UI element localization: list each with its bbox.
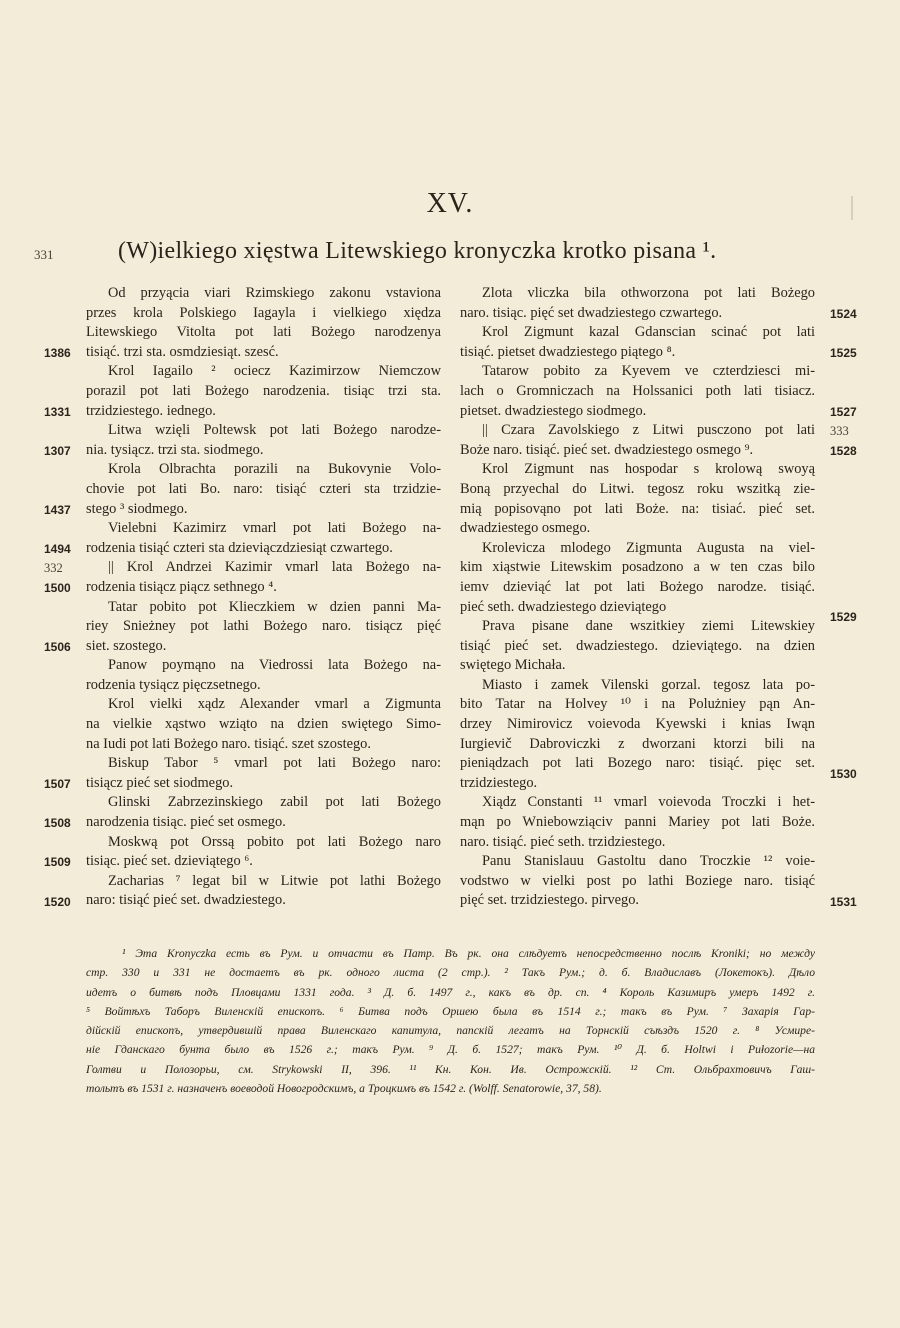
text-line: tisiąć pieć set. dwadziestego. dzieviątego. na dzien [460, 637, 815, 654]
text-line: || Krol Andrzei Kazimir vmarl lata Bożego na- [108, 559, 441, 576]
text-line: tisiąć. pietset dwadziestego piątego ⁸. [460, 343, 676, 360]
text-line: Panu Stanislauu Gastoltu dano Troczkie ¹² voie- [482, 853, 815, 870]
text-line: na vielkie xąstwo wziąto na dzien swiętego Simo- [86, 716, 441, 733]
text-line: Zlota vliczka bila othworzona pot lati Bożego [482, 285, 815, 301]
text-line: naro. tisiąć. pieć seth. trzidziestego. [460, 833, 666, 850]
margin-year: 1529 [830, 610, 857, 625]
margin-page-reference: 332 [44, 561, 63, 576]
text-line: Litwa wzięli Poltewsk pot lati Bożego narodze- [108, 422, 441, 439]
text-line: naro: tisiąć pieć set. dwadziestego. [86, 892, 286, 909]
text-line: Tatar pobito pot Klieczkiem w dzien panni Ma- [108, 598, 441, 615]
text-line: Krol Zigmunt nas hospodar s krolową swoyą [482, 461, 815, 478]
text-line: Tatarow pobito za Kyevem ve czterdziesci mi- [482, 363, 815, 380]
text-line: Xiądz Constanti ¹¹ vmarl voievoda Troczki i het- [482, 794, 815, 811]
text-line: Krol Iagailo ² ociecz Kazimirzow Niemczow [108, 363, 441, 380]
text-line: narodzenia tisiąc. pieć set osmego. [86, 814, 286, 831]
margin-year: 1494 [44, 541, 71, 556]
margin-year: 1528 [830, 443, 857, 458]
text-line: przes krola Polskiego Iagayla i vielkiego xiędza [86, 304, 441, 321]
text-line: Biskup Tabor ⁵ vmarl pot lati Bożego naro: [108, 755, 441, 772]
left-text-column [86, 284, 441, 911]
text-line: rodzenia tysiącz pięczsetnego. [86, 676, 261, 693]
margin-year: 1525 [830, 345, 857, 360]
text-line: pięć set. trzidziestego. pirvego. [460, 892, 640, 909]
text-line: tisiącz pieć set siodmego. [86, 774, 234, 791]
footnote-line: ніе Гданскаго бунта было въ 1526 г.; такъ Рум. ⁹ Д. б. 1527; такъ Рум. ¹⁰ Д. б. Holtwi i Pułozorie—на [86, 1043, 815, 1057]
margin-year: 1508 [44, 816, 71, 831]
text-line: stego ³ siodmego. [86, 500, 188, 517]
margin-year: 1520 [44, 894, 71, 909]
text-line: trzidziestego. [460, 774, 538, 791]
margin-year: 1527 [830, 404, 857, 419]
footnote-line: ¹ Эта Kronyczka есть въ Рум. и отчасти въ Патр. Въ рк. она слѣдуетъ непосредственно послѣ Kroniki; но между [122, 947, 815, 960]
margin-year: 1331 [44, 404, 71, 419]
footnote-line: тольтъ въ 1531 г. назначенъ воеводой Новогродскимъ, а Троцкимъ въ 1542 г. (Wolff. Senatorowie, 37, 58). [86, 1082, 602, 1096]
text-line: siet. szostego. [86, 637, 167, 654]
chapter-title: (W)ielkiego xięstwa Litewskiego kronyczka krotko pisana ¹. [118, 238, 717, 264]
text-line: Miasto i zamek Vilenski gorzal. tegosz lata po- [482, 676, 815, 693]
text-line: Od przyącia viari Rzimskiego zakonu vstaviona [108, 285, 441, 301]
footnote-line: идетъ о битвѣ подъ Пловцами 1331 года. ³ Д. б. 1497 г., какъ въ др. сп. ⁴ Король Казимиръ умеръ 1492 г. [86, 985, 815, 999]
footnote-line: стр. 330 и 331 не достаетъ въ рк. одного листа (2 стр.). ² Такъ Рум.; д. б. Владиславъ (Локетокъ). Дѣло [86, 966, 815, 980]
text-line: mąn po Wniebowziąciv panni Mariey pot lati Boże. [460, 814, 815, 831]
text-line: swiętego Michała. [460, 657, 566, 674]
text-line: kim xiąstwie Litewskim posadzono a w ten czas bilo [460, 559, 815, 576]
footnote-line: Голтви и Полозорьи, см. Strykowski II, 396. ¹¹ Кн. Кон. Ив. Острожскій. ¹² Ст. Ольбрахтовичъ Гаш- [86, 1062, 815, 1076]
text-line: dwadziestego osmego. [460, 520, 591, 537]
text-line: Glinski Zabrzezinskiego zabil pot lati Bożego [108, 794, 441, 811]
margin-year: 1509 [44, 855, 71, 870]
footnotes [86, 944, 815, 1098]
text-line: pietset. dwadziestego siodmego. [460, 402, 647, 419]
text-line: Krolevicza mlodego Zigmunta Augusta na viel- [482, 539, 815, 556]
text-line: Krol vielki xądz Alexander vmarl a Zigmunta [108, 696, 441, 713]
text-line: Litewskiego Vitolta pot lati Bożego narodzenya [86, 324, 441, 341]
margin-year: 1524 [830, 306, 857, 321]
right-text-column [460, 284, 815, 911]
margin-year: 1386 [44, 345, 71, 360]
text-line: iemv dzieviąć lat pot lati Bożego narodze. tisiąć. [460, 578, 815, 595]
text-line: pieć seth. dwadziestego dzieviątego [460, 598, 667, 615]
text-line: nia. tysiącz. trzi sta. siodmego. [86, 441, 264, 458]
title-row [0, 238, 900, 270]
text-line: riey Snieżney pot lathi Bożego naro. tisiącz pięć [86, 618, 441, 635]
text-line: Panow poymąno na Viedrossi lata Bożego na- [108, 657, 441, 674]
text-line: Krol Zigmunt kazal Gdanscian scinać pot lati [482, 324, 815, 341]
text-line: na Iudi pot lati Bożego naro. tisiąć. szet szostego. [86, 735, 371, 752]
margin-year: 1530 [830, 767, 857, 782]
text-line: mią popisovąno pot lati Boże. na: tisiać. pieć set. [460, 500, 815, 517]
margin-year: 1531 [830, 894, 857, 909]
text-line: Vielebni Kazimirz vmarl pot lati Bożego na- [108, 520, 441, 537]
text-line: lach o Gromniczach na Holssanici poth lati tisiacz. [460, 382, 815, 399]
text-line: trzidziestego. iednego. [86, 402, 216, 419]
margin-page-reference: 333 [830, 424, 849, 439]
text-line: Zacharias ⁷ legat bil w Litwie pot lathi Bożego [108, 872, 441, 889]
margin-year: 1307 [44, 443, 71, 458]
text-line: Boże naro. tisiąć. pieć set. dwadziestego osmego ⁹. [460, 441, 754, 458]
text-line: Iurgievič Dabroviczki z dworzani ktorzi bili na [460, 735, 815, 752]
page-number: XV. [426, 188, 474, 219]
margin-year: 1500 [44, 581, 71, 595]
text-line: Prava pisane dane wszitkiey ziemi Litewskiey [482, 618, 815, 635]
text-line: Boną przyechal do Litwi. tegosz roku wszitką zie- [460, 480, 815, 497]
margin-year: 1506 [44, 639, 71, 654]
text-line: tisiąć. trzi sta. osmdziesiąt. szesć. [86, 343, 279, 360]
footnote-line: дійскій епископъ, утвердившій права Виленскаго капитула, папскій легатъ на Торнскій съѣздъ 1520 г. ⁸ Усмире- [86, 1024, 815, 1038]
footnote-line: ⁵ Войтѣхъ Таборъ Виленскій епископъ. ⁶ Битва подъ Оршею была въ 1514 г.; такъ въ Рум. ⁷ Захарія Гар- [86, 1004, 815, 1018]
text-line: Krola Olbrachta porazili na Bukovynie Volo- [108, 461, 441, 478]
text-line: rodzenia tisiącz piącz sethnego ⁴. [86, 578, 277, 595]
text-line: rodzenia tisiąć czteri sta dzieviączdziesiąt czwartego. [86, 539, 393, 556]
title-margin-page-ref: 331 [34, 247, 54, 262]
page-edge-mark [851, 196, 853, 220]
text-line: chovie pot lati Bo. naro: tisiąć czteri sta trzidzie- [86, 480, 441, 497]
text-line: vodstwo w vielki post po lathi Boziege naro. tisiąć [460, 872, 815, 889]
text-line: pieniądzach pot lati Bozego naro: tisiąć. pięc set. [460, 755, 815, 772]
text-line: Moskwą pot Orssą pobito pot lati Bożego naro [108, 833, 441, 850]
margin-year: 1507 [44, 777, 71, 791]
margin-year: 1437 [44, 502, 71, 517]
text-line: || Czara Zavolskiego z Litwi pusczono pot lati [482, 422, 815, 439]
text-line: naro. tisiąc. pięć set dwadziestego czwartego. [460, 304, 723, 321]
text-line: porazil pot lati Bożego narodzenia. tisiąc trzi sta. [86, 382, 441, 399]
text-line: bito Tatar na Holvey ¹⁰ i na Polużniey pąn An- [460, 696, 815, 713]
text-line: drzey Nimirovicz voievoda Kyewski i knias Iwąn [460, 716, 815, 733]
text-line: tisiąc. pieć set. dzieviątego ⁶. [86, 853, 253, 870]
